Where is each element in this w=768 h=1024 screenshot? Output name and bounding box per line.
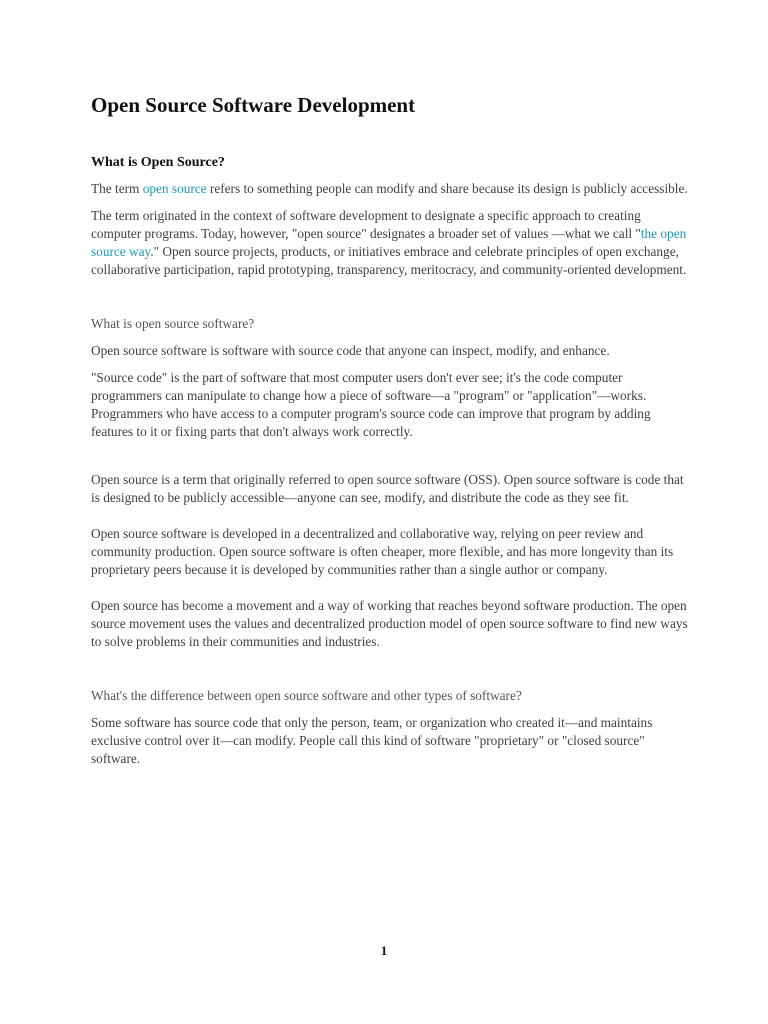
paragraph-oss-definition: Open source software is software with source code that anyone can inspect, modify, and enhance. xyxy=(91,343,610,359)
open-source-link[interactable]: open source xyxy=(142,181,207,197)
paragraph-open-source-movement: Open source has become a movement and a way of working that reaches beyond software production. The open source movement uses the values and decentralized production model of open source software to find new ways to solve problems in their communities and industries. xyxy=(91,598,688,650)
paragraph-term-definition xyxy=(91,180,691,198)
paragraph-source-code: "Source code" is the part of software that most computer users don't ever see; it's the code computer programmers can manipulate to change how a piece of software—a "program" or "application"—works. Programmers who have access to a computer program's source code can improve that program by adding features to it or fixing parts that don't always work correctly. xyxy=(91,370,651,440)
subheading-difference: What's the difference between open source software and other types of software? xyxy=(91,688,522,704)
paragraph-oss-decentralized: Open source software is developed in a decentralized and collaborative way, relying on peer review and community production. Open source software is often cheaper, more flexible, and has more longevity than its proprietary peers because it is developed by communities rather than a single author or company. xyxy=(91,526,674,578)
paragraph-term-origin xyxy=(91,207,691,279)
subheading-what-is-oss: What is open source software? xyxy=(91,316,255,332)
document-content xyxy=(91,93,691,777)
paragraph-text: refers to something people can modify and share because its design is publicly accessible. xyxy=(206,181,688,197)
paragraph-oss-origin: Open source is a term that originally referred to open source software (OSS). Open source software is code that is designed to be publicly accessible—anyone can see, modify, and distribute the code as they see fit. xyxy=(91,472,684,506)
page-number: 1 xyxy=(380,943,388,958)
section-heading-what-is-open-source: What is Open Source? xyxy=(91,155,225,171)
open-source-way-link[interactable]: the open source way xyxy=(91,226,687,260)
paragraph-text: The term xyxy=(91,181,143,197)
paragraph-text: The term originated in the context of software development to designate a specific approach to creating computer programs. Today, however, "open source" designates a broader set of values —what we call " xyxy=(91,208,641,242)
paragraph-proprietary: Some software has source code that only the person, team, or organization who created it—and maintains exclusive control over it—can modify. People call this kind of software "proprietary" or "closed source" software. xyxy=(91,715,653,767)
document-title: Open Source Software Development xyxy=(91,93,416,117)
paragraph-text: ." Open source projects, products, or initiatives embrace and celebrate principles of open exchange, collaborative participation, rapid prototyping, transparency, meritocracy, and community-oriented development. xyxy=(91,244,687,278)
